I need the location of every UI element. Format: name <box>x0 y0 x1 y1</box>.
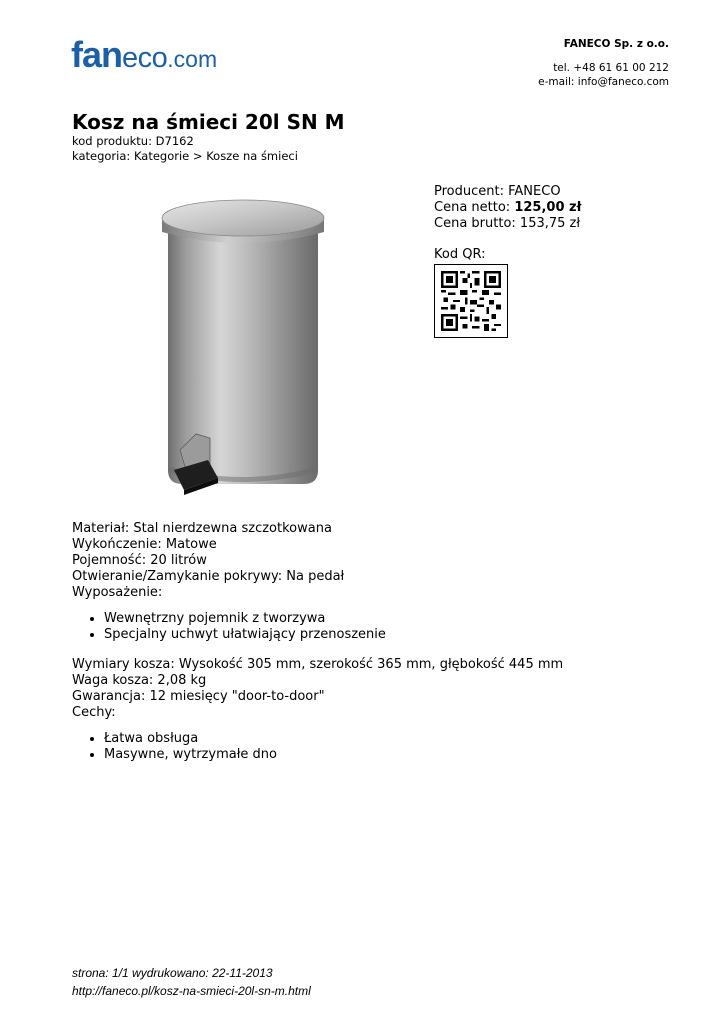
list-item: • Masywne, wytrzymałe dno <box>104 747 563 763</box>
spec-finish: Wykończenie: Matowe <box>72 537 217 552</box>
spec-weight: Waga kosza: 2,08 kg <box>72 673 207 688</box>
features-label: Cechy: <box>72 705 116 720</box>
company-phone: tel. +48 61 61 00 212 <box>553 62 669 74</box>
net-price-line <box>434 200 581 216</box>
producer-label: Producent: <box>434 184 504 199</box>
net-price-label: Cena netto: <box>434 200 511 215</box>
spec-dimensions: Wymiary kosza: Wysokość 305 mm, szerokość 365 mm, głębokość 445 mm <box>72 657 564 672</box>
product-title: Kosz na śmieci 20l SN M <box>72 110 345 134</box>
pricing-block <box>434 184 581 338</box>
product-category-line <box>72 149 298 164</box>
product-code: D7162 <box>155 134 194 148</box>
list-item: • Specjalny uchwyt ułatwiający przenoszenie <box>104 627 563 643</box>
qr-label: Kod QR: <box>434 247 486 262</box>
producer-line <box>434 184 581 200</box>
company-contact <box>538 37 669 89</box>
gross-price-line <box>434 216 581 232</box>
spec-opening: Otwieranie/Zamykanie pokrywy: Na pedał <box>72 569 345 584</box>
logo-text-fan: fan <box>71 34 122 75</box>
page-url[interactable]: http://faneco.pl/kosz-na-smieci-20l-sn-m.html <box>72 984 311 998</box>
product-specs <box>72 521 563 777</box>
list-item: • Łatwa obsługa <box>104 731 563 747</box>
faneco-logo[interactable] <box>71 34 217 76</box>
category-label: kategoria: <box>72 149 131 163</box>
logo-text-eco: eco <box>122 42 168 74</box>
spec-warranty: Gwarancja: 12 miesięcy "door-to-door" <box>72 689 325 704</box>
net-price-value: 125,00 zł <box>514 200 582 215</box>
logo-text-com: .com <box>167 46 218 72</box>
gross-price-value: 153,75 zł <box>519 216 581 231</box>
product-code-line <box>72 134 298 149</box>
qr-code <box>434 264 508 338</box>
equipment-label: Wyposażenie: <box>72 585 163 600</box>
features-list <box>72 731 563 763</box>
gross-price-label: Cena brutto: <box>434 216 516 231</box>
spec-material: Materiał: Stal nierdzewna szczotkowana <box>72 521 332 536</box>
print-info: strona: 1/1 wydrukowano: 22-11-2013 <box>72 966 273 980</box>
product-image <box>138 188 348 498</box>
product-code-label: kod produktu: <box>72 134 152 148</box>
spec-capacity: Pojemność: 20 litrów <box>72 553 207 568</box>
page-footer <box>72 964 311 1000</box>
list-item: • Wewnętrzny pojemnik z tworzywa <box>104 611 563 627</box>
qr-code-icon <box>441 271 501 331</box>
company-name: FANECO Sp. z o.o. <box>563 38 669 50</box>
company-email[interactable]: e-mail: info@faneco.com <box>538 76 669 88</box>
equipment-list <box>72 611 563 643</box>
category-path[interactable]: Kategorie > Kosze na śmieci <box>133 149 298 163</box>
producer-value: FANECO <box>508 184 561 199</box>
product-meta <box>72 134 298 164</box>
